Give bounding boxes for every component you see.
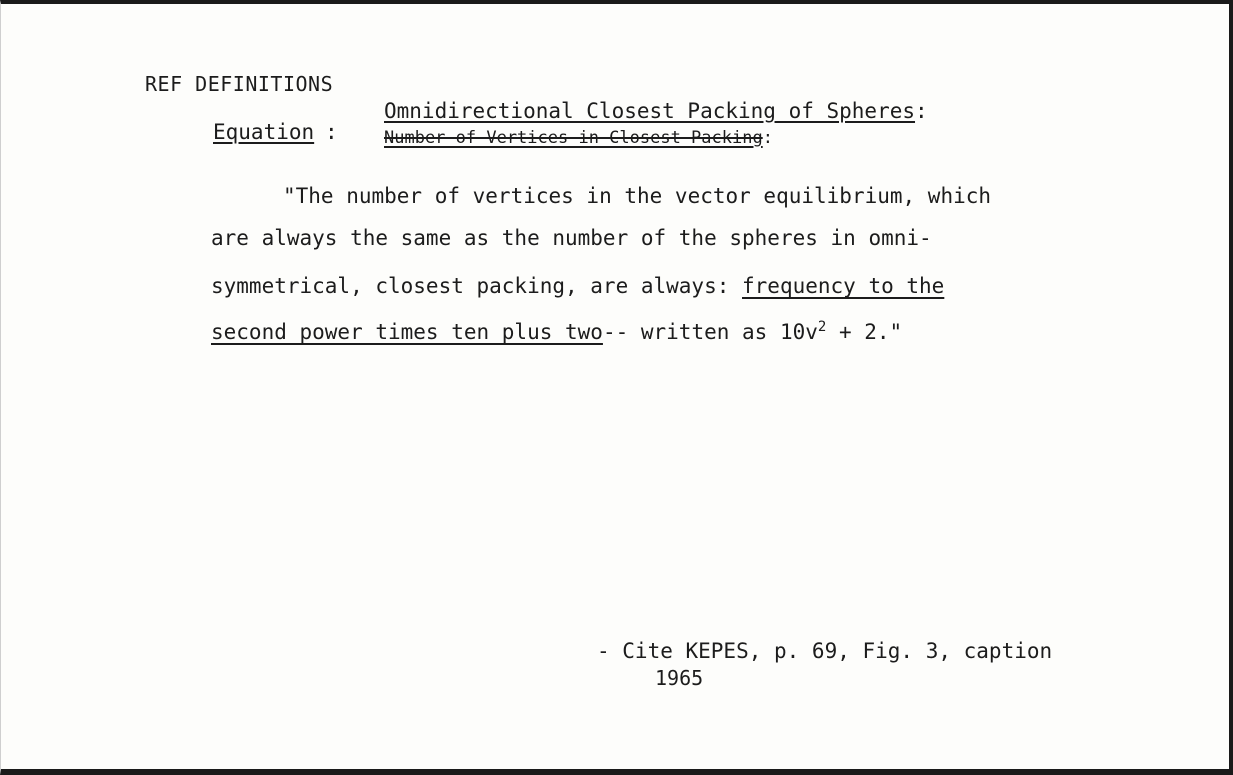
quote-line-3-plain: symmetrical, closest packing, are always: <box>211 274 743 298</box>
citation-year: 1965 <box>655 666 704 690</box>
quote-line-4-underlined: second power times ten plus two <box>211 320 603 344</box>
struck-old-title <box>384 130 773 147</box>
struck-old-title-colon: : <box>762 128 773 148</box>
quote-line-4-plain: -- written as 10v <box>602 320 818 344</box>
struck-old-title-text: Number of Vertices in Closest Packing <box>384 128 763 148</box>
card-header: REF DEFINITIONS <box>145 72 334 96</box>
equation-label <box>213 122 314 143</box>
equation-label-text: Equation <box>213 120 315 144</box>
quote-line-2: are always the same as the number of the spheres in omni- <box>211 226 932 250</box>
quote-line-4-end: + 2." <box>826 320 903 344</box>
quote-line-3-underlined: frequency to the <box>742 274 945 298</box>
quote-line-4 <box>211 319 903 344</box>
equation-colon: : <box>325 120 338 144</box>
quote-line-3 <box>211 276 944 297</box>
definition-title-text: Omnidirectional Closest Packing of Spheres <box>384 99 916 123</box>
quote-line-1: "The number of vertices in the vector equilibrium, which <box>283 184 992 208</box>
exponent: 2 <box>817 319 827 335</box>
citation: - Cite KEPES, p. 69, Fig. 3, caption <box>597 639 1053 663</box>
definition-title-colon: : <box>915 99 928 123</box>
definition-title <box>384 101 928 122</box>
